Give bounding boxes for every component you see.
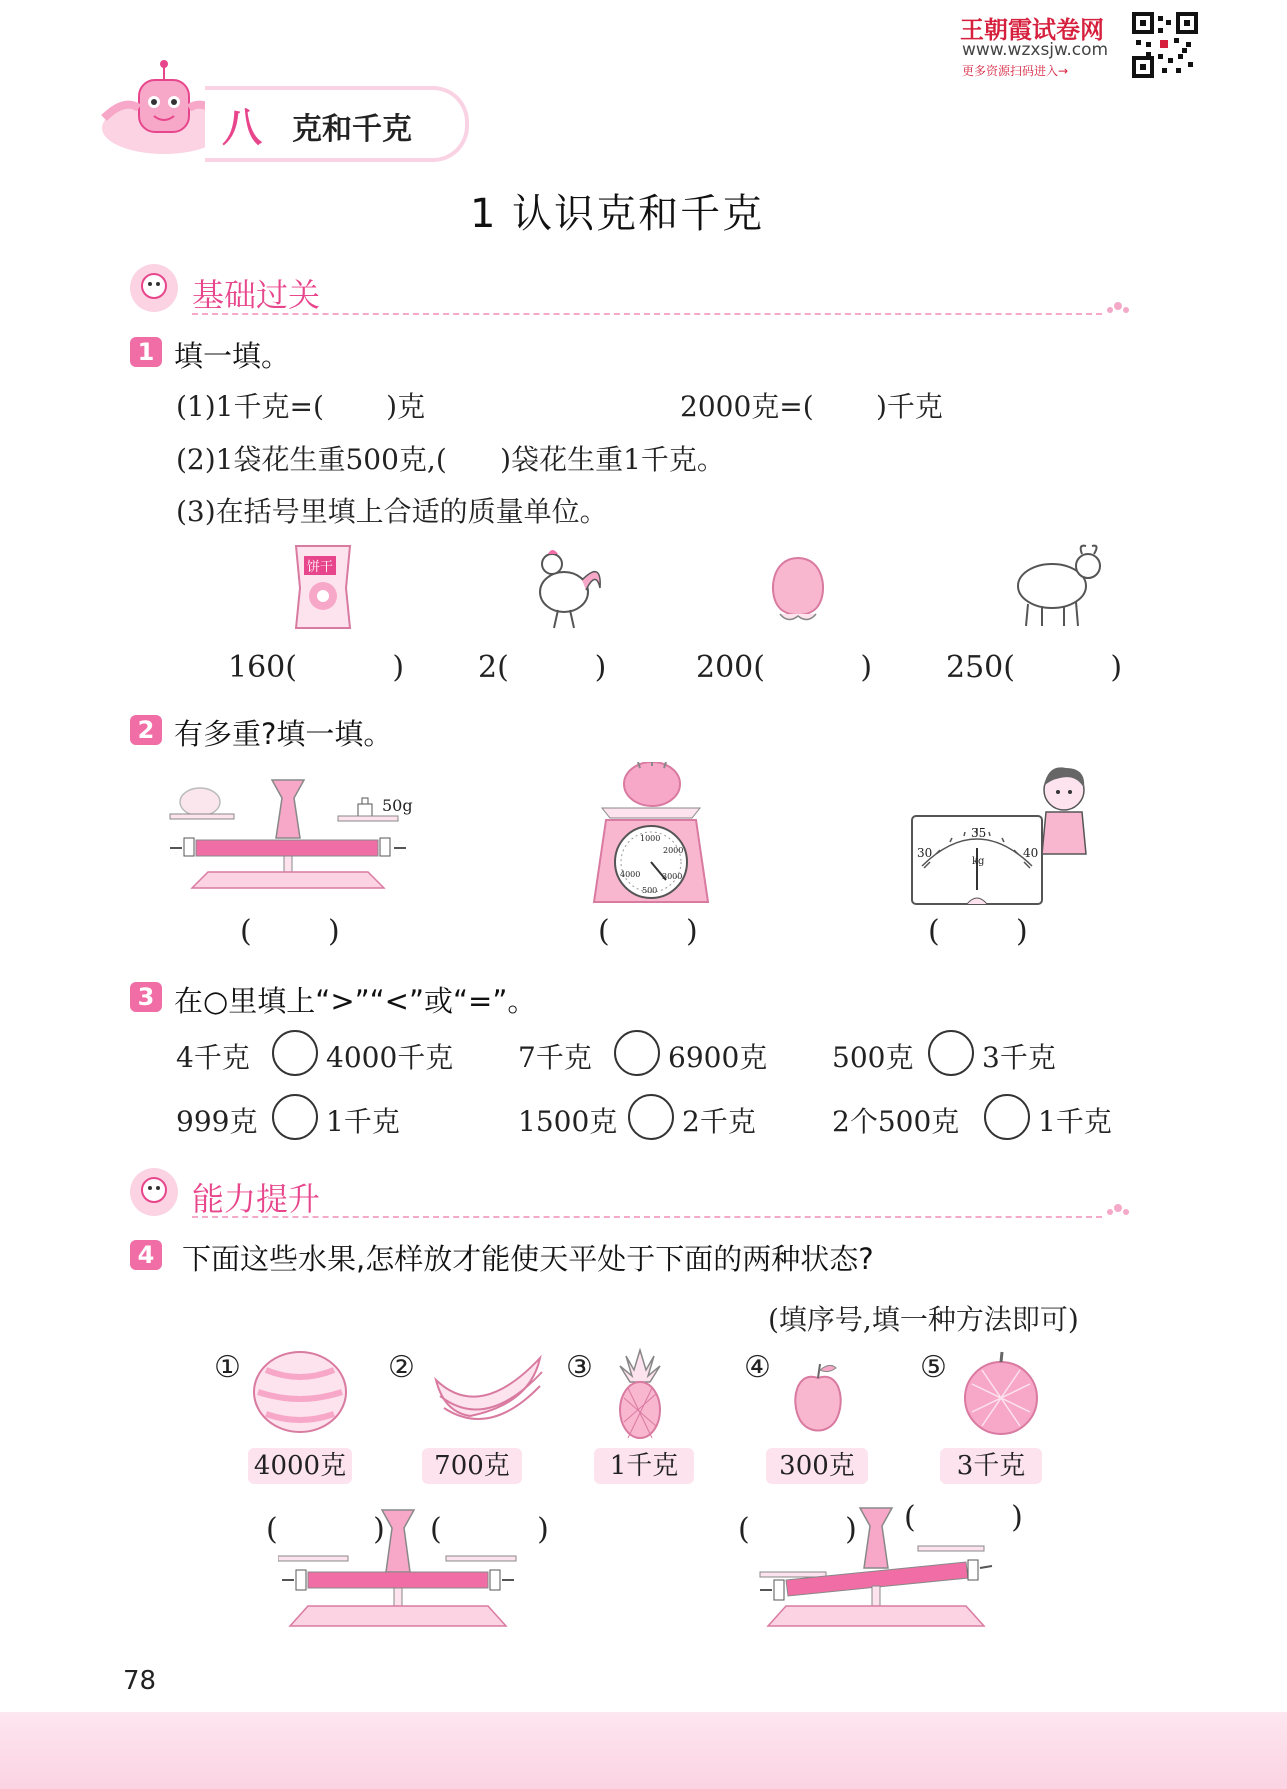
fruit-3-weight: 1千克: [594, 1448, 694, 1484]
dial-label-4000: 4000: [620, 870, 641, 879]
q1-line2[interactable]: (2)1袋花生重500克,( )袋花生重1千克。: [176, 443, 725, 476]
apple-icon: [790, 1362, 846, 1436]
q3-r2c3-right: 1千克: [1038, 1105, 1112, 1138]
q1-number: 1: [130, 337, 162, 367]
q3-number: 3: [130, 982, 162, 1012]
brand-tip: 更多资源扫码进入→: [962, 64, 1069, 78]
fruit-5-number: ⑤: [920, 1350, 947, 1385]
sheep-icon: [1008, 540, 1108, 630]
fruit-3-number: ③: [566, 1350, 593, 1385]
q3-r1c2-circle[interactable]: [614, 1030, 660, 1076]
fruit-2-weight: 700克: [422, 1448, 522, 1484]
dial-label-500: 500: [642, 886, 658, 895]
section-dots-icon: [1106, 1202, 1130, 1218]
q3-r1c3-right: 3千克: [982, 1041, 1056, 1074]
q3-r2c1-right: 1千克: [326, 1105, 400, 1138]
balance-level-icon: [278, 1508, 518, 1630]
q2-answer-spring-scale[interactable]: ( ): [928, 914, 1028, 949]
q3-r1c3-circle[interactable]: [928, 1030, 974, 1076]
q2-answer-kitchen-scale[interactable]: ( ): [598, 914, 698, 949]
pineapple-icon: [612, 1348, 668, 1440]
footer-band: [0, 1712, 1287, 1789]
q2-number: 2: [130, 715, 162, 745]
kitchen-scale-icon: [592, 762, 710, 904]
child-icon: [1032, 764, 1094, 860]
q3-r2c2-circle[interactable]: [628, 1094, 674, 1140]
scale-unit-kg: kg: [972, 856, 985, 867]
dial-label-3000: 3000: [662, 872, 683, 881]
scale-label-35: 35: [971, 826, 987, 840]
section-advanced-title: 能力提升: [192, 1180, 321, 1218]
q1-line1a[interactable]: (1)1千克=( )克: [176, 390, 426, 423]
weight-label: 50g: [382, 796, 413, 815]
lesson-title: 1 认识克和千克: [470, 191, 765, 237]
dial-label-1000: 1000: [640, 834, 661, 843]
q4-hint: (填序号,填一种方法即可): [768, 1303, 1079, 1336]
section-dots-icon: [1106, 300, 1130, 316]
fruit-2-number: ②: [388, 1350, 415, 1385]
dial-label-2000: 2000: [663, 846, 684, 855]
q1-item-rooster[interactable]: 2( ): [478, 650, 607, 685]
balance-scale-icon: [168, 778, 408, 896]
fruit-1-weight: 4000克: [248, 1448, 352, 1484]
q3-r1c3-left: 500克: [832, 1041, 914, 1074]
fruit-1-number: ①: [214, 1350, 241, 1385]
q2-answer-balance[interactable]: ( ): [240, 914, 340, 949]
section-basic-title: 基础过关: [192, 276, 321, 314]
brand-url: www.wzxsjw.com: [962, 40, 1109, 60]
section-advanced-icon: [128, 1166, 180, 1218]
q3-r2c1-circle[interactable]: [272, 1094, 318, 1140]
balance-right-blank-1[interactable]: ( ): [430, 1512, 549, 1547]
q4-prompt: 下面这些水果,怎样放才能使天平处于下面的两种状态?: [182, 1242, 874, 1276]
q1-line1b[interactable]: 2000克=( )千克: [680, 390, 943, 423]
balance-right-blank-2[interactable]: ( ): [904, 1500, 1023, 1535]
fruit-4-number: ④: [744, 1350, 771, 1385]
section-advanced-divider: [192, 1216, 1102, 1218]
chapter-title: 克和千克: [292, 112, 412, 147]
q1-item-sheep[interactable]: 250( ): [946, 650, 1123, 685]
qr-code-icon[interactable]: [1132, 12, 1198, 78]
q3-r2c3-left: 2个500克: [832, 1105, 960, 1138]
scale-label-40: 40: [1023, 846, 1039, 860]
scale-label-30: 30: [917, 846, 933, 860]
q3-r2c1-left: 999克: [176, 1105, 258, 1138]
rooster-icon: [530, 540, 610, 632]
brand-name: 王朝霞试卷网: [960, 16, 1104, 44]
q2-prompt: 有多重?填一填。: [174, 717, 393, 751]
melon-icon: [962, 1350, 1040, 1438]
fruit-4-weight: 300克: [766, 1448, 868, 1484]
q1-item-peach[interactable]: 200( ): [696, 650, 873, 685]
q3-r2c2-right: 2千克: [682, 1105, 756, 1138]
balance-tilted-icon: [756, 1506, 996, 1630]
q3-r1c1-right: 4000千克: [326, 1041, 454, 1074]
peach-icon: [764, 548, 832, 626]
chapter-number: 八: [222, 105, 262, 151]
q3-r1c1-left: 4千克: [176, 1041, 250, 1074]
q1-line3: (3)在括号里填上合适的质量单位。: [176, 495, 608, 528]
banana-icon: [430, 1352, 546, 1432]
q3-r1c2-right: 6900克: [668, 1041, 768, 1074]
q1-item-biscuit[interactable]: 160( ): [228, 650, 405, 685]
q3-r2c2-left: 1500克: [518, 1105, 618, 1138]
balance-left-blank-2[interactable]: ( ): [738, 1512, 857, 1547]
section-basic-icon: [128, 262, 180, 314]
q3-r2c3-circle[interactable]: [984, 1094, 1030, 1140]
q3-r1c2-left: 7千克: [518, 1041, 592, 1074]
q4-number: 4: [130, 1240, 162, 1270]
biscuit-bag-label: 饼干: [304, 556, 336, 575]
watermelon-icon: [252, 1350, 348, 1434]
balance-left-blank-1[interactable]: ( ): [266, 1512, 385, 1547]
page-number: 78: [123, 1666, 157, 1696]
q1-prompt: 填一填。: [174, 339, 291, 373]
fruit-5-weight: 3千克: [940, 1448, 1042, 1484]
q3-prompt: 在○里填上“>”“<”或“=”。: [174, 984, 537, 1018]
q3-r1c1-circle[interactable]: [272, 1030, 318, 1076]
section-basic-divider: [192, 313, 1102, 315]
